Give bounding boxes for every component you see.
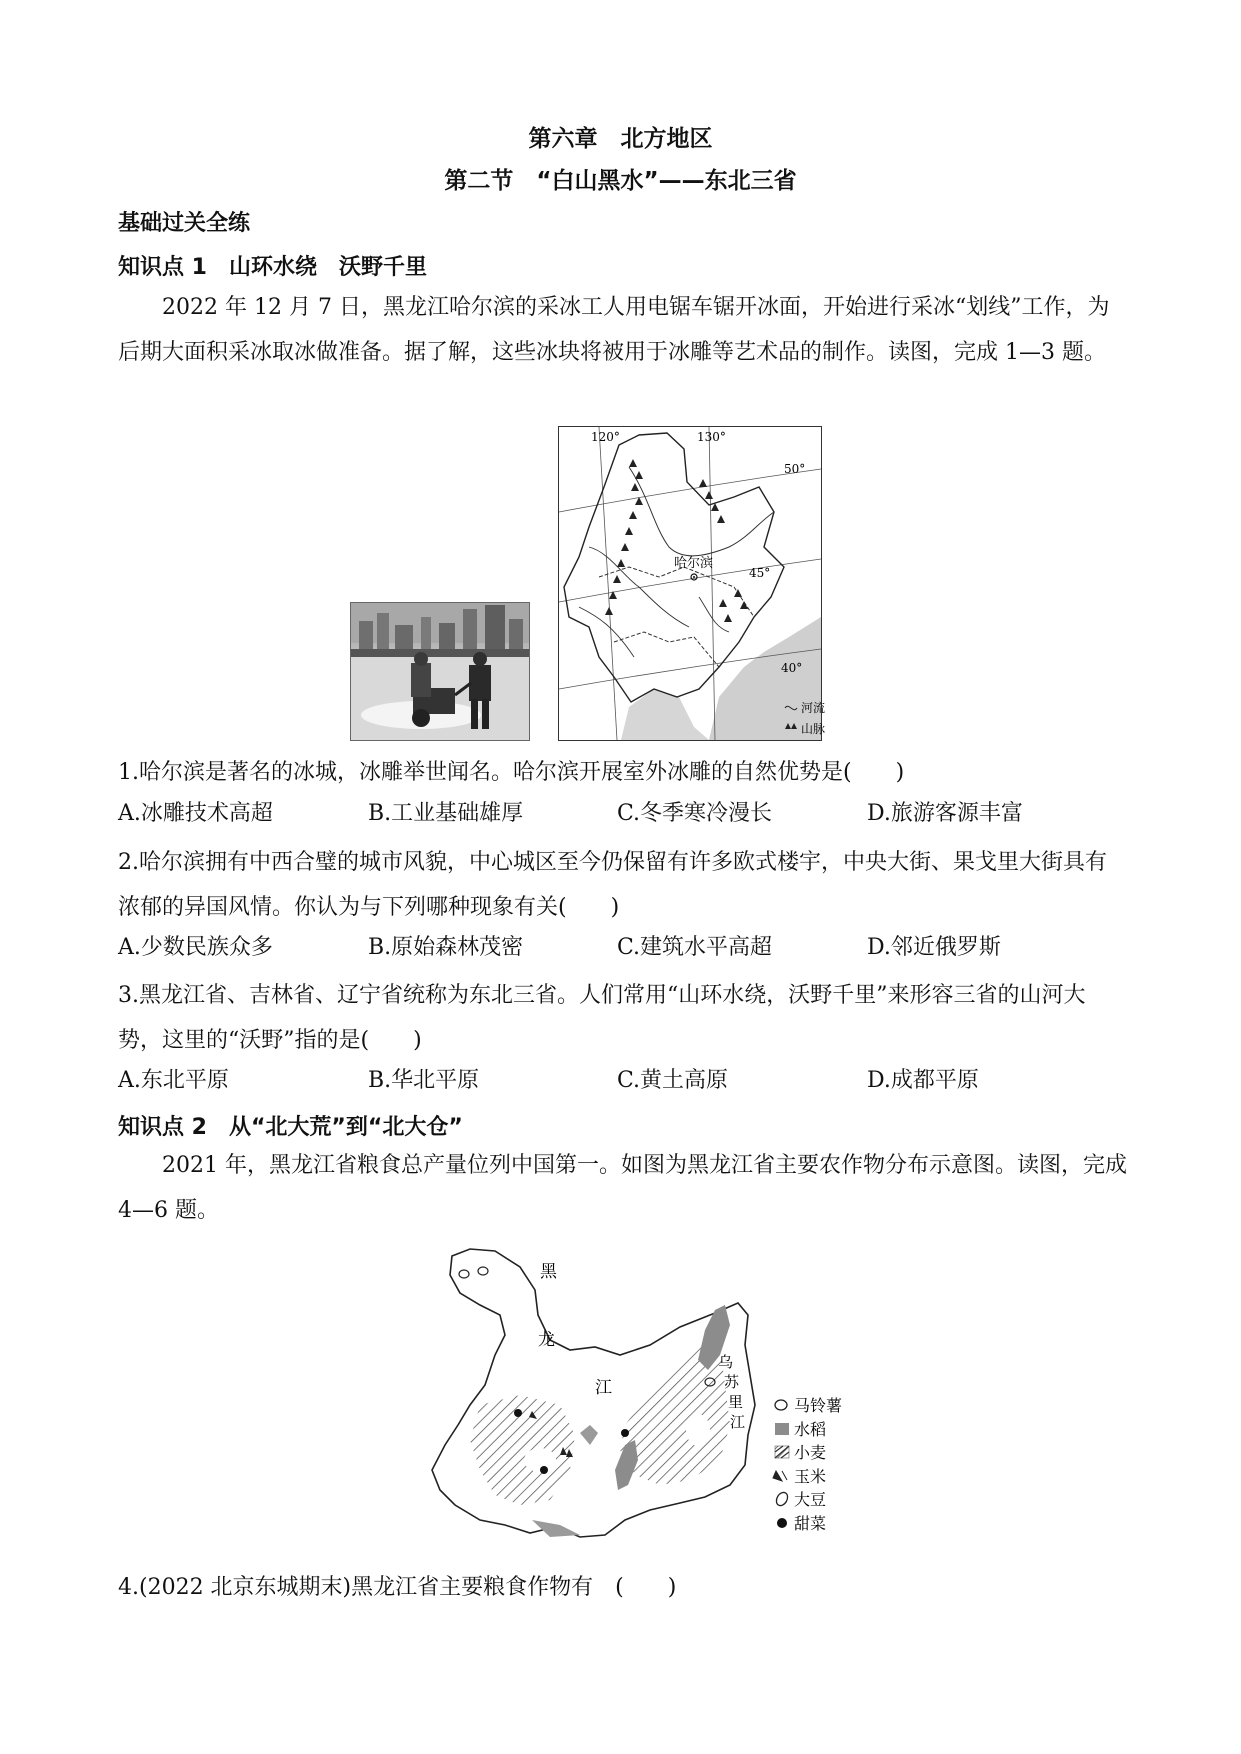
crop-legend-drawing	[772, 1395, 882, 1540]
intro-paragraph-1: 2022 年 12 月 7 日，黑龙江哈尔滨的采冰工人用电锯车锯开冰面，开始进行采冰“划线”工作，为后期大面积采冰取冰做准备。据了解，这些冰块将被用于冰雕等艺术品的制作。读图，完成 1—3 题。	[118, 295, 1110, 365]
ice-cutting-photo-drawing	[351, 603, 529, 740]
question-1-stem: 1.哈尔滨是著名的冰城，冰雕举世闻名。哈尔滨开展室外冰雕的自然优势是( )	[118, 760, 905, 785]
q1-option-b: B.工业基础雄厚	[368, 801, 524, 826]
river-char-jiang: 江	[595, 1378, 612, 1398]
q3-option-d: D.成都平原	[867, 1068, 979, 1093]
river-char-li: 里	[728, 1393, 744, 1411]
q3-option-b: B.华北平原	[368, 1068, 480, 1093]
q1-option-c: C.冬季寒冷漫长	[617, 801, 773, 826]
lon-label-130: 130°	[697, 430, 726, 444]
legend-wheat: 小麦	[794, 1443, 827, 1462]
question-3-stem: 3.黑龙江省、吉林省、辽宁省统称为东北三省。人们常用“山环水绕，沃野千里”来形容三省的山河大势，这里的“沃野”指的是( )	[118, 983, 1086, 1053]
q2-option-c: C.建筑水平高超	[617, 935, 773, 960]
knowledge-point-1-heading: 知识点 1 山环水绕 沃野千里	[118, 255, 427, 280]
section-title: 第二节 “白山黑水”——东北三省	[444, 168, 797, 194]
q3-option-c: C.黄土高原	[617, 1068, 729, 1093]
crop-legend	[772, 1395, 882, 1540]
knowledge-point-2-heading: 知识点 2 从“北大荒”到“北大仓”	[118, 1115, 463, 1140]
northeast-china-map-drawing	[559, 427, 826, 740]
northeast-china-map	[558, 426, 826, 741]
river-char-wu: 乌	[718, 1353, 734, 1371]
exercise-heading: 基础过关全练	[118, 211, 251, 236]
river-char-long: 龙	[538, 1330, 555, 1350]
question-2-stem: 2.哈尔滨拥有中西合璧的城市风貌，中心城区至今仍保留有许多欧式楼宇，中央大街、果戈里大街具有浓郁的异国风情。你认为与下列哪种现象有关( )	[118, 850, 1107, 920]
q1-option-d: D.旅游客源丰富	[867, 801, 1023, 826]
lat-label-50: 50°	[784, 462, 806, 476]
q2-option-a: A.少数民族众多	[118, 935, 273, 960]
q1-option-a: A.冰雕技术高超	[118, 801, 273, 826]
legend-potato: 马铃薯	[794, 1396, 843, 1415]
question-4-stem: 4.(2022 北京东城期末)黑龙江省主要粮食作物有 ( )	[118, 1575, 677, 1600]
river-char-hei: 黑	[540, 1262, 557, 1282]
legend-mountain: 山脉	[801, 722, 826, 736]
q3-option-a: A.东北平原	[118, 1068, 229, 1093]
lon-label-120: 120°	[591, 430, 620, 444]
chapter-title: 第六章 北方地区	[528, 126, 713, 152]
lat-label-40: 40°	[781, 661, 803, 675]
legend-soybean: 大豆	[794, 1490, 827, 1509]
intro-paragraph-2: 2021 年，黑龙江省粮食总产量位列中国第一。如图为黑龙江省主要农作物分布示意图。读图，完成 4—6 题。	[118, 1153, 1127, 1223]
lat-label-45: 45°	[749, 566, 771, 580]
river-char-jiang-2: 江	[730, 1413, 746, 1431]
legend-beet: 甜菜	[794, 1514, 827, 1533]
ice-cutting-photo	[350, 602, 530, 741]
river-char-su: 苏	[724, 1373, 740, 1391]
q2-option-d: D.邻近俄罗斯	[867, 935, 1001, 960]
legend-river: 河流	[801, 701, 826, 715]
harbin-label: 哈尔滨	[674, 556, 714, 571]
legend-rice: 水稻	[794, 1420, 827, 1439]
q2-option-b: B.原始森林茂密	[368, 935, 524, 960]
legend-corn: 玉米	[794, 1467, 827, 1486]
